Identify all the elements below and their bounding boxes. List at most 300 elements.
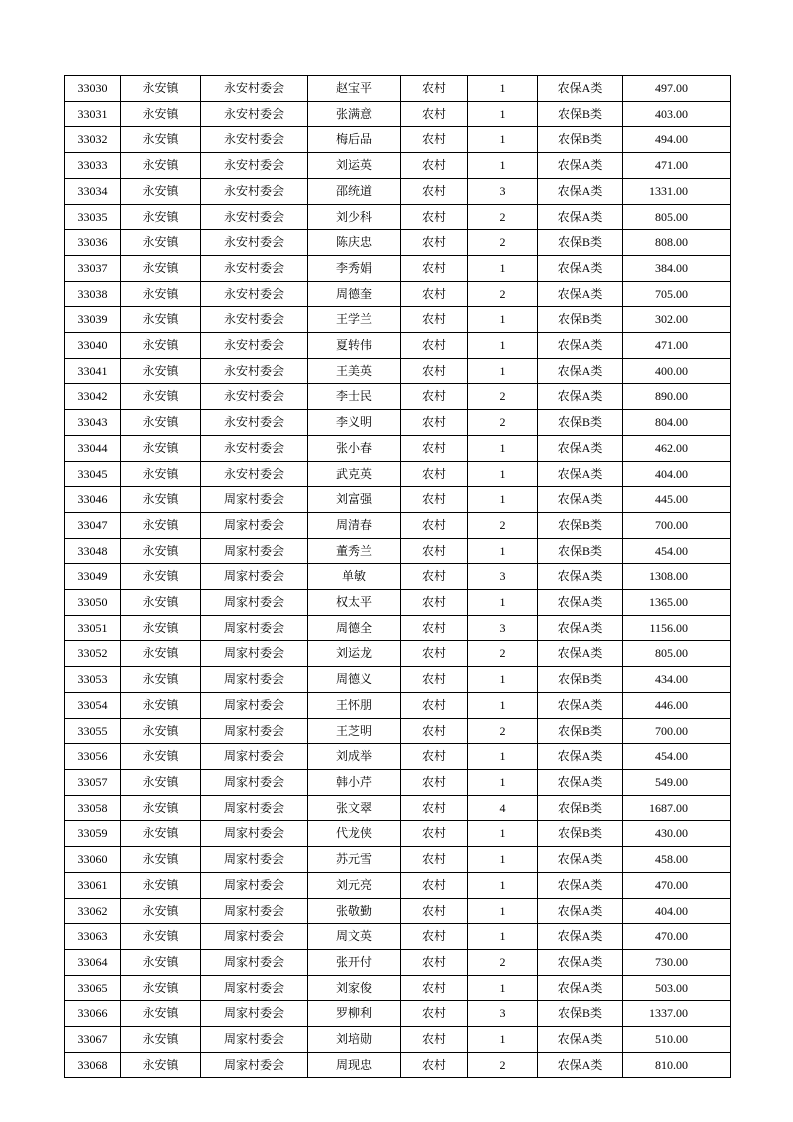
table-row <box>65 333 731 359</box>
cell-town: 永安镇 <box>121 333 201 359</box>
cell-village_committee: 周家村委会 <box>201 1027 308 1053</box>
cell-insurance_category: 农保A类 <box>538 641 623 667</box>
table-row <box>65 204 731 230</box>
cell-person_count: 1 <box>468 744 538 770</box>
cell-insurance_category: 农保A类 <box>538 1052 623 1078</box>
cell-name: 罗柳利 <box>308 1001 401 1027</box>
cell-residence_type: 农村 <box>401 667 468 693</box>
cell-village_committee: 永安村委会 <box>201 204 308 230</box>
cell-name: 刘家俊 <box>308 975 401 1001</box>
cell-insurance_category: 农保B类 <box>538 1001 623 1027</box>
cell-residence_type: 农村 <box>401 127 468 153</box>
cell-name: 张小春 <box>308 435 401 461</box>
table-row <box>65 872 731 898</box>
cell-village_committee: 周家村委会 <box>201 641 308 667</box>
cell-person_count: 2 <box>468 718 538 744</box>
cell-record_id: 33049 <box>65 564 121 590</box>
cell-amount: 454.00 <box>623 744 731 770</box>
cell-person_count: 2 <box>468 949 538 975</box>
cell-amount: 404.00 <box>623 461 731 487</box>
cell-record_id: 33044 <box>65 435 121 461</box>
table-row <box>65 1027 731 1053</box>
cell-record_id: 33037 <box>65 255 121 281</box>
cell-residence_type: 农村 <box>401 76 468 102</box>
cell-village_committee: 周家村委会 <box>201 847 308 873</box>
table-row <box>65 76 731 102</box>
cell-residence_type: 农村 <box>401 358 468 384</box>
cell-village_committee: 周家村委会 <box>201 795 308 821</box>
cell-person_count: 1 <box>468 487 538 513</box>
cell-person_count: 1 <box>468 975 538 1001</box>
cell-town: 永安镇 <box>121 307 201 333</box>
cell-village_committee: 永安村委会 <box>201 410 308 436</box>
cell-person_count: 2 <box>468 281 538 307</box>
cell-residence_type: 农村 <box>401 692 468 718</box>
cell-record_id: 33066 <box>65 1001 121 1027</box>
cell-name: 夏转伟 <box>308 333 401 359</box>
cell-amount: 805.00 <box>623 641 731 667</box>
cell-residence_type: 农村 <box>401 101 468 127</box>
table-row <box>65 178 731 204</box>
cell-residence_type: 农村 <box>401 461 468 487</box>
cell-person_count: 1 <box>468 101 538 127</box>
cell-town: 永安镇 <box>121 384 201 410</box>
cell-insurance_category: 农保A类 <box>538 281 623 307</box>
cell-insurance_category: 农保B类 <box>538 307 623 333</box>
cell-town: 永安镇 <box>121 487 201 513</box>
table-row <box>65 101 731 127</box>
cell-town: 永安镇 <box>121 281 201 307</box>
cell-amount: 494.00 <box>623 127 731 153</box>
cell-name: 赵宝平 <box>308 76 401 102</box>
cell-amount: 430.00 <box>623 821 731 847</box>
cell-person_count: 2 <box>468 641 538 667</box>
cell-record_id: 33050 <box>65 590 121 616</box>
cell-amount: 434.00 <box>623 667 731 693</box>
cell-residence_type: 农村 <box>401 1027 468 1053</box>
table-row <box>65 538 731 564</box>
cell-name: 周德全 <box>308 615 401 641</box>
cell-insurance_category: 农保B类 <box>538 512 623 538</box>
cell-amount: 302.00 <box>623 307 731 333</box>
cell-record_id: 33039 <box>65 307 121 333</box>
cell-town: 永安镇 <box>121 255 201 281</box>
cell-amount: 890.00 <box>623 384 731 410</box>
table-row <box>65 641 731 667</box>
cell-amount: 810.00 <box>623 1052 731 1078</box>
cell-name: 张开付 <box>308 949 401 975</box>
table-row <box>65 230 731 256</box>
cell-village_committee: 周家村委会 <box>201 718 308 744</box>
cell-name: 王芝明 <box>308 718 401 744</box>
table-row <box>65 358 731 384</box>
cell-residence_type: 农村 <box>401 153 468 179</box>
cell-person_count: 1 <box>468 667 538 693</box>
cell-record_id: 33051 <box>65 615 121 641</box>
cell-person_count: 1 <box>468 821 538 847</box>
table-row <box>65 1001 731 1027</box>
cell-insurance_category: 农保B类 <box>538 230 623 256</box>
table-row <box>65 384 731 410</box>
cell-village_committee: 周家村委会 <box>201 744 308 770</box>
cell-person_count: 1 <box>468 538 538 564</box>
cell-insurance_category: 农保B类 <box>538 821 623 847</box>
cell-record_id: 33042 <box>65 384 121 410</box>
cell-person_count: 1 <box>468 76 538 102</box>
cell-record_id: 33063 <box>65 924 121 950</box>
table-row <box>65 692 731 718</box>
cell-town: 永安镇 <box>121 230 201 256</box>
cell-residence_type: 农村 <box>401 178 468 204</box>
cell-town: 永安镇 <box>121 821 201 847</box>
cell-village_committee: 永安村委会 <box>201 333 308 359</box>
cell-amount: 808.00 <box>623 230 731 256</box>
cell-record_id: 33043 <box>65 410 121 436</box>
cell-person_count: 1 <box>468 255 538 281</box>
cell-person_count: 3 <box>468 178 538 204</box>
cell-village_committee: 周家村委会 <box>201 924 308 950</box>
cell-person_count: 3 <box>468 1001 538 1027</box>
cell-residence_type: 农村 <box>401 872 468 898</box>
cell-name: 刘少科 <box>308 204 401 230</box>
cell-town: 永安镇 <box>121 641 201 667</box>
cell-person_count: 1 <box>468 435 538 461</box>
cell-amount: 471.00 <box>623 153 731 179</box>
cell-insurance_category: 农保A类 <box>538 769 623 795</box>
cell-record_id: 33048 <box>65 538 121 564</box>
cell-name: 张满意 <box>308 101 401 127</box>
cell-insurance_category: 农保B类 <box>538 127 623 153</box>
cell-person_count: 3 <box>468 615 538 641</box>
cell-residence_type: 农村 <box>401 333 468 359</box>
cell-person_count: 1 <box>468 590 538 616</box>
cell-name: 王学兰 <box>308 307 401 333</box>
cell-amount: 384.00 <box>623 255 731 281</box>
cell-record_id: 33058 <box>65 795 121 821</box>
table-row <box>65 667 731 693</box>
cell-person_count: 1 <box>468 847 538 873</box>
cell-name: 周现忠 <box>308 1052 401 1078</box>
cell-residence_type: 农村 <box>401 1001 468 1027</box>
cell-amount: 1308.00 <box>623 564 731 590</box>
cell-insurance_category: 农保A类 <box>538 949 623 975</box>
cell-record_id: 33067 <box>65 1027 121 1053</box>
cell-person_count: 1 <box>468 692 538 718</box>
cell-record_id: 33057 <box>65 769 121 795</box>
cell-amount: 470.00 <box>623 924 731 950</box>
cell-name: 权太平 <box>308 590 401 616</box>
cell-name: 王美英 <box>308 358 401 384</box>
cell-town: 永安镇 <box>121 898 201 924</box>
table-row <box>65 1052 731 1078</box>
cell-town: 永安镇 <box>121 924 201 950</box>
cell-town: 永安镇 <box>121 692 201 718</box>
cell-residence_type: 农村 <box>401 744 468 770</box>
cell-village_committee: 周家村委会 <box>201 898 308 924</box>
cell-record_id: 33041 <box>65 358 121 384</box>
cell-residence_type: 农村 <box>401 255 468 281</box>
table-row <box>65 949 731 975</box>
cell-name: 陈庆忠 <box>308 230 401 256</box>
cell-record_id: 33047 <box>65 512 121 538</box>
cell-amount: 462.00 <box>623 435 731 461</box>
cell-residence_type: 农村 <box>401 204 468 230</box>
cell-town: 永安镇 <box>121 461 201 487</box>
cell-village_committee: 周家村委会 <box>201 821 308 847</box>
cell-name: 邵统道 <box>308 178 401 204</box>
cell-record_id: 33064 <box>65 949 121 975</box>
cell-record_id: 33062 <box>65 898 121 924</box>
cell-village_committee: 周家村委会 <box>201 769 308 795</box>
cell-town: 永安镇 <box>121 435 201 461</box>
table-row <box>65 512 731 538</box>
cell-town: 永安镇 <box>121 153 201 179</box>
cell-record_id: 33054 <box>65 692 121 718</box>
cell-insurance_category: 农保B类 <box>538 667 623 693</box>
cell-person_count: 2 <box>468 204 538 230</box>
table-row <box>65 718 731 744</box>
cell-name: 刘成举 <box>308 744 401 770</box>
cell-residence_type: 农村 <box>401 384 468 410</box>
table-row <box>65 898 731 924</box>
cell-record_id: 33055 <box>65 718 121 744</box>
cell-village_committee: 周家村委会 <box>201 564 308 590</box>
cell-town: 永安镇 <box>121 358 201 384</box>
cell-person_count: 1 <box>468 872 538 898</box>
cell-record_id: 33035 <box>65 204 121 230</box>
table-row <box>65 590 731 616</box>
cell-residence_type: 农村 <box>401 821 468 847</box>
cell-record_id: 33052 <box>65 641 121 667</box>
cell-town: 永安镇 <box>121 204 201 230</box>
cell-village_committee: 永安村委会 <box>201 76 308 102</box>
cell-record_id: 33061 <box>65 872 121 898</box>
cell-record_id: 33056 <box>65 744 121 770</box>
cell-town: 永安镇 <box>121 410 201 436</box>
cell-residence_type: 农村 <box>401 487 468 513</box>
cell-record_id: 33038 <box>65 281 121 307</box>
cell-person_count: 1 <box>468 153 538 179</box>
cell-residence_type: 农村 <box>401 641 468 667</box>
cell-village_committee: 周家村委会 <box>201 615 308 641</box>
cell-insurance_category: 农保A类 <box>538 898 623 924</box>
cell-person_count: 1 <box>468 333 538 359</box>
cell-residence_type: 农村 <box>401 898 468 924</box>
cell-record_id: 33032 <box>65 127 121 153</box>
cell-town: 永安镇 <box>121 949 201 975</box>
cell-insurance_category: 农保A类 <box>538 384 623 410</box>
cell-insurance_category: 农保A类 <box>538 872 623 898</box>
cell-insurance_category: 农保A类 <box>538 358 623 384</box>
cell-name: 刘富强 <box>308 487 401 513</box>
cell-town: 永安镇 <box>121 590 201 616</box>
cell-record_id: 33030 <box>65 76 121 102</box>
cell-name: 刘运英 <box>308 153 401 179</box>
cell-residence_type: 农村 <box>401 769 468 795</box>
cell-town: 永安镇 <box>121 127 201 153</box>
cell-town: 永安镇 <box>121 667 201 693</box>
cell-town: 永安镇 <box>121 872 201 898</box>
cell-amount: 1156.00 <box>623 615 731 641</box>
cell-insurance_category: 农保A类 <box>538 744 623 770</box>
cell-record_id: 33036 <box>65 230 121 256</box>
cell-village_committee: 永安村委会 <box>201 384 308 410</box>
cell-residence_type: 农村 <box>401 230 468 256</box>
table-row <box>65 435 731 461</box>
cell-amount: 1365.00 <box>623 590 731 616</box>
cell-insurance_category: 农保A类 <box>538 333 623 359</box>
cell-village_committee: 永安村委会 <box>201 435 308 461</box>
cell-name: 周文英 <box>308 924 401 950</box>
cell-person_count: 1 <box>468 127 538 153</box>
cell-person_count: 1 <box>468 769 538 795</box>
cell-person_count: 4 <box>468 795 538 821</box>
cell-insurance_category: 农保A类 <box>538 76 623 102</box>
cell-village_committee: 永安村委会 <box>201 178 308 204</box>
cell-town: 永安镇 <box>121 847 201 873</box>
cell-residence_type: 农村 <box>401 410 468 436</box>
cell-person_count: 1 <box>468 924 538 950</box>
cell-insurance_category: 农保A类 <box>538 178 623 204</box>
cell-village_committee: 周家村委会 <box>201 1052 308 1078</box>
cell-village_committee: 周家村委会 <box>201 512 308 538</box>
cell-amount: 804.00 <box>623 410 731 436</box>
cell-residence_type: 农村 <box>401 847 468 873</box>
cell-person_count: 1 <box>468 307 538 333</box>
cell-village_committee: 永安村委会 <box>201 358 308 384</box>
cell-record_id: 33034 <box>65 178 121 204</box>
cell-town: 永安镇 <box>121 538 201 564</box>
cell-insurance_category: 农保A类 <box>538 435 623 461</box>
cell-amount: 1331.00 <box>623 178 731 204</box>
cell-name: 周德义 <box>308 667 401 693</box>
cell-village_committee: 永安村委会 <box>201 101 308 127</box>
cell-amount: 503.00 <box>623 975 731 1001</box>
cell-record_id: 33068 <box>65 1052 121 1078</box>
cell-amount: 705.00 <box>623 281 731 307</box>
table-row <box>65 255 731 281</box>
table-row <box>65 127 731 153</box>
cell-record_id: 33053 <box>65 667 121 693</box>
cell-amount: 446.00 <box>623 692 731 718</box>
cell-name: 李士民 <box>308 384 401 410</box>
cell-amount: 700.00 <box>623 718 731 744</box>
cell-town: 永安镇 <box>121 1027 201 1053</box>
cell-insurance_category: 农保B类 <box>538 795 623 821</box>
cell-town: 永安镇 <box>121 975 201 1001</box>
cell-person_count: 2 <box>468 512 538 538</box>
cell-name: 李义明 <box>308 410 401 436</box>
cell-amount: 730.00 <box>623 949 731 975</box>
cell-person_count: 1 <box>468 898 538 924</box>
cell-amount: 470.00 <box>623 872 731 898</box>
cell-amount: 445.00 <box>623 487 731 513</box>
cell-amount: 700.00 <box>623 512 731 538</box>
cell-name: 刘元亮 <box>308 872 401 898</box>
cell-amount: 549.00 <box>623 769 731 795</box>
cell-name: 李秀娟 <box>308 255 401 281</box>
cell-town: 永安镇 <box>121 512 201 538</box>
cell-village_committee: 周家村委会 <box>201 487 308 513</box>
cell-town: 永安镇 <box>121 615 201 641</box>
cell-insurance_category: 农保A类 <box>538 255 623 281</box>
cell-amount: 400.00 <box>623 358 731 384</box>
table-row <box>65 281 731 307</box>
cell-person_count: 2 <box>468 384 538 410</box>
cell-record_id: 33060 <box>65 847 121 873</box>
cell-residence_type: 农村 <box>401 975 468 1001</box>
cell-name: 单敏 <box>308 564 401 590</box>
cell-name: 王怀朋 <box>308 692 401 718</box>
cell-person_count: 2 <box>468 1052 538 1078</box>
cell-insurance_category: 农保A类 <box>538 204 623 230</box>
cell-village_committee: 周家村委会 <box>201 1001 308 1027</box>
cell-town: 永安镇 <box>121 769 201 795</box>
cell-residence_type: 农村 <box>401 590 468 616</box>
cell-record_id: 33045 <box>65 461 121 487</box>
cell-insurance_category: 农保A类 <box>538 461 623 487</box>
cell-village_committee: 永安村委会 <box>201 307 308 333</box>
cell-village_committee: 永安村委会 <box>201 230 308 256</box>
table-row <box>65 487 731 513</box>
table-row <box>65 744 731 770</box>
cell-village_committee: 周家村委会 <box>201 590 308 616</box>
table-row <box>65 847 731 873</box>
insurance-records-table <box>64 75 731 1078</box>
cell-village_committee: 永安村委会 <box>201 281 308 307</box>
cell-village_committee: 周家村委会 <box>201 872 308 898</box>
cell-insurance_category: 农保A类 <box>538 975 623 1001</box>
cell-amount: 404.00 <box>623 898 731 924</box>
cell-insurance_category: 农保A类 <box>538 692 623 718</box>
cell-person_count: 2 <box>468 410 538 436</box>
table-row <box>65 307 731 333</box>
cell-record_id: 33059 <box>65 821 121 847</box>
table-row <box>65 410 731 436</box>
cell-residence_type: 农村 <box>401 512 468 538</box>
cell-town: 永安镇 <box>121 718 201 744</box>
cell-record_id: 33065 <box>65 975 121 1001</box>
cell-name: 周清春 <box>308 512 401 538</box>
cell-residence_type: 农村 <box>401 281 468 307</box>
cell-record_id: 33033 <box>65 153 121 179</box>
cell-record_id: 33031 <box>65 101 121 127</box>
table-row <box>65 153 731 179</box>
cell-town: 永安镇 <box>121 1052 201 1078</box>
cell-insurance_category: 农保B类 <box>538 538 623 564</box>
cell-person_count: 1 <box>468 358 538 384</box>
cell-residence_type: 农村 <box>401 435 468 461</box>
cell-residence_type: 农村 <box>401 1052 468 1078</box>
table-row <box>65 564 731 590</box>
table-row <box>65 821 731 847</box>
cell-residence_type: 农村 <box>401 615 468 641</box>
cell-person_count: 2 <box>468 230 538 256</box>
cell-amount: 458.00 <box>623 847 731 873</box>
cell-amount: 497.00 <box>623 76 731 102</box>
cell-name: 武克英 <box>308 461 401 487</box>
cell-amount: 403.00 <box>623 101 731 127</box>
cell-insurance_category: 农保B类 <box>538 101 623 127</box>
cell-person_count: 3 <box>468 564 538 590</box>
cell-record_id: 33040 <box>65 333 121 359</box>
cell-town: 永安镇 <box>121 1001 201 1027</box>
cell-name: 周德奎 <box>308 281 401 307</box>
cell-person_count: 1 <box>468 461 538 487</box>
cell-amount: 805.00 <box>623 204 731 230</box>
cell-amount: 1687.00 <box>623 795 731 821</box>
cell-town: 永安镇 <box>121 76 201 102</box>
